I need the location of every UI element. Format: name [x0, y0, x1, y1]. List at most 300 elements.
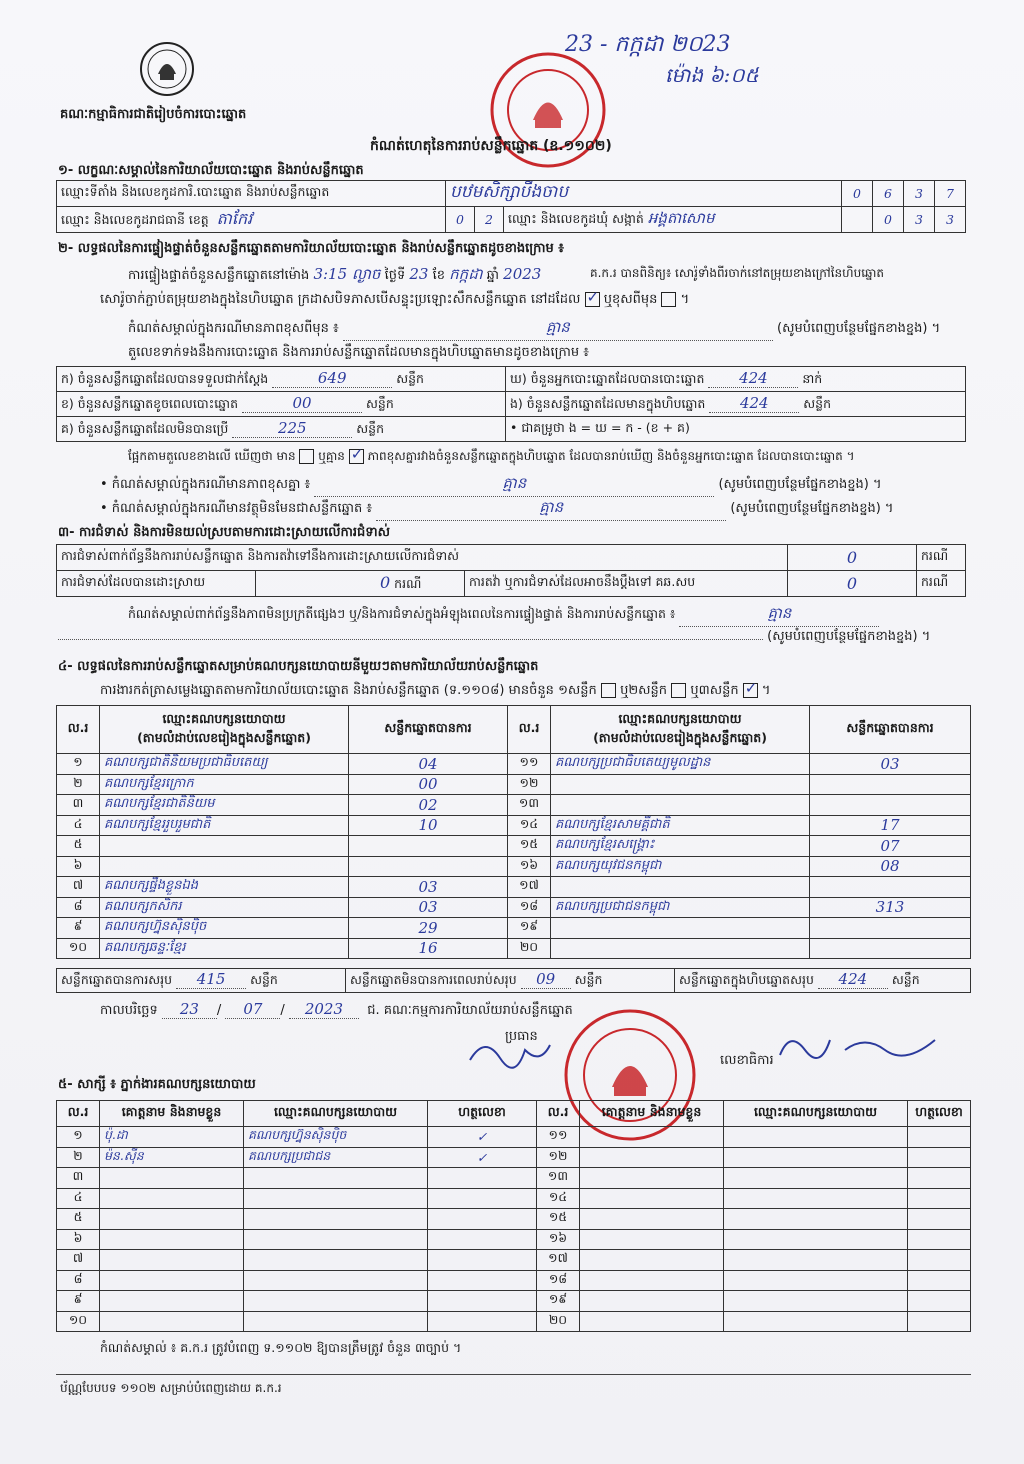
wit-no-left: ៥ [57, 1209, 100, 1230]
wit-sign-left [428, 1311, 537, 1332]
results-table [56, 705, 971, 959]
res-party-left: គណបក្សជាតិនិយមប្រជាធិបតេយ្យ [100, 754, 349, 775]
wit-name-right [580, 1147, 724, 1168]
wit-name-left: ប៉ុ.ដា [100, 1127, 244, 1148]
province-cell [57, 207, 446, 233]
res-party-left: គណបក្សខ្មែររួបរួមជាតិ [100, 815, 349, 836]
three-sheets-checkbox[interactable] [743, 683, 758, 698]
witness-table [56, 1100, 971, 1332]
compare-b: ឬគ្មាន [318, 449, 345, 463]
commune-code-1: 0 [873, 207, 904, 233]
res-party-right: គណបក្សខ្មែរសង្គ្រោះ [551, 836, 810, 857]
wit-sign-left [428, 1250, 537, 1271]
footnote: កំណត់សម្គាល់ ៖ គ.ក.រ ត្រូវបំពេញ ទ.១១០២ ឱ្យបានត្រឹមត្រូវ ចំនួន ៣ច្បាប់ ។ [100, 1340, 462, 1355]
wit-party-left [244, 1291, 428, 1312]
wit-col-sign-left: ហត្ថលេខា [428, 1101, 537, 1127]
verify-line1 [128, 265, 541, 287]
witness-row [57, 1168, 971, 1189]
location-label: ឈ្មោះទីតាំង និងលេខកូដការិ.បោះឆ្នោត និងរាប់សន្លឹកឆ្នោត [57, 181, 446, 207]
res-party-right [551, 877, 810, 898]
footer-text: ប័ណ្ណបែបបទ ១១០២ សម្រាប់បំពេញដោយ គ.ក.រ [60, 1381, 282, 1395]
wit-party-right [724, 1229, 908, 1250]
res-votes-right: 07 [810, 836, 971, 857]
verify-time: 3:15 ល្ងាច [313, 265, 381, 283]
wit-sign-right [908, 1127, 971, 1148]
total-box-value: 424 [818, 970, 888, 989]
province-code-1: 0 [446, 207, 475, 233]
count-a-unit: សន្លឹក [396, 370, 424, 386]
witness-row [57, 1250, 971, 1271]
section3-note [128, 604, 879, 627]
res-col-votes-left: សន្លឹកឆ្នោតបានការ [349, 706, 508, 754]
wit-col-no-left: ល.រ [57, 1101, 100, 1127]
wit-sign-right [908, 1188, 971, 1209]
note1-suffix: (សូមបំពេញបន្ថែមផ្នែកខាងខ្នង) ។ [777, 321, 941, 336]
wit-name-right [580, 1311, 724, 1332]
total-invalid-unit: សន្លឹក [574, 972, 603, 987]
wit-no-right: ២០ [537, 1311, 580, 1332]
count-e-value: 424 [709, 394, 799, 413]
secretary-label: លេខាធិការ [720, 1053, 774, 1068]
wit-sign-left: ✓ [428, 1147, 537, 1168]
wit-sign-left [428, 1168, 537, 1189]
objection-row1-value: 0 [788, 545, 917, 571]
emblem-logo [138, 40, 196, 98]
res-votes-left: 04 [349, 754, 508, 775]
res-party-right: គណបក្សប្រជាជនកម្ពុជា [551, 897, 810, 918]
res-no-left: ១ [57, 754, 100, 775]
results-row [57, 938, 971, 959]
count-formula: • ជាគម្រូថា ង = ឃ = ក - (ខ + គ) [506, 417, 966, 442]
wit-col-sign-right: ហត្ថលេខា [908, 1101, 971, 1127]
note2-row [100, 474, 882, 497]
chair-signature [465, 1030, 555, 1080]
handwritten-top-date: 23 - កក្កដា ២០23 [565, 32, 731, 57]
commune-code-pad [842, 207, 873, 233]
wit-party-left [244, 1311, 428, 1332]
section3-note-line [679, 604, 879, 627]
wit-no-right: ១៦ [537, 1229, 580, 1250]
note3-value: គ្មាន [539, 498, 564, 516]
section3-note-line2 [58, 628, 930, 647]
wit-no-right: ១១ [537, 1127, 580, 1148]
note2-value: គ្មាន [502, 474, 527, 492]
count-b-unit: សន្លឹក [365, 395, 394, 411]
count-b-value: 00 [242, 394, 362, 413]
counts-intro: តួលេខទាក់ទងនឹងការបោះឆ្នោត និងការរាប់សន្លឹកឆ្នោតដែលមានក្នុងហិបឆ្នោតមានដូចខាងក្រោម ៖ [128, 345, 589, 360]
wit-sign-right [908, 1209, 971, 1230]
verify-day-label: ថ្ងៃទី [384, 268, 406, 283]
objection-resolved-value: 0 [380, 572, 391, 592]
wit-sign-left [428, 1188, 537, 1209]
verify-month: កក្កដា [449, 265, 483, 283]
verify-text-b: គ.ក.រ បានពិនិត្យ៖ សោរ៉ូទាំងពីរចាក់នៅតម្រុយខាងក្រៅនៃហិបឆ្នោត [590, 266, 885, 280]
count-a-label: ក) ចំនួនសន្លឹកឆ្នោតដែលបានទទួលជាក់ស្តែង [61, 370, 269, 386]
wit-party-left [244, 1188, 428, 1209]
objection-appeal-unit: ករណី [917, 571, 966, 597]
location-code-4: 7 [935, 181, 966, 207]
count-d-unit: នាក់ [802, 370, 823, 386]
total-invalid-label: សន្លឹកឆ្នោតមិនបានការពេលរាប់សរុប [350, 972, 517, 987]
location-value [446, 181, 842, 207]
count-c [57, 417, 506, 442]
count-a [57, 367, 506, 392]
has-difference-checkbox[interactable] [299, 449, 314, 464]
res-votes-left: 00 [349, 774, 508, 795]
wit-name-left [100, 1291, 244, 1312]
wit-name-left [100, 1250, 244, 1271]
section3-table [56, 544, 966, 597]
province-code-2: 2 [475, 207, 504, 233]
count-c-label: គ) ចំនួនសន្លឹកឆ្នោតដែលមិនបានប្រើ [61, 420, 229, 436]
note3-label: • កំណត់សម្គាល់ក្នុងករណីមានវត្ថុមិនមែនជាសន្លឹកឆ្នោត ៖ [100, 501, 373, 516]
res-party-left: គណបក្សផ្ទឹងខ្លួនឯង [100, 877, 349, 898]
section3-note-value: គ្មាន [767, 604, 792, 622]
res-no-right: ១៣ [508, 795, 551, 816]
wit-name-right [580, 1270, 724, 1291]
results-row [57, 774, 971, 795]
objection-row1-label: ការជំទាស់ពាក់ព័ន្ធនឹងការរាប់សន្លឹកឆ្នោត និងការតវ៉ាទៅនឹងការដោះស្រាយលើការជំទាស់ [61, 548, 460, 563]
objection-resolved-label: ការជំទាស់ដែលបានដោះស្រាយ [57, 571, 256, 597]
wit-no-left: ៧ [57, 1250, 100, 1271]
res-party-left: គណបក្សឆន្ទៈខ្មែរ [100, 938, 349, 959]
res-votes-right [810, 938, 971, 959]
results-row [57, 877, 971, 898]
results-row [57, 897, 971, 918]
wit-no-right: ១៩ [537, 1291, 580, 1312]
wit-name-right [580, 1168, 724, 1189]
wit-name-left [100, 1188, 244, 1209]
wit-party-right [724, 1311, 908, 1332]
res-no-right: ១៧ [508, 877, 551, 898]
wit-no-right: ១៧ [537, 1250, 580, 1271]
res-no-right: ១៥ [508, 836, 551, 857]
wit-party-right [724, 1291, 908, 1312]
total-box-unit: សន្លឹក [891, 972, 920, 987]
wit-sign-right [908, 1147, 971, 1168]
wit-sign-right [908, 1168, 971, 1189]
witness-row [57, 1188, 971, 1209]
count-b [57, 392, 506, 417]
total-valid-cell [57, 969, 346, 993]
res-col-no-right: ល.រ [508, 706, 551, 754]
results-row [57, 815, 971, 836]
res-no-left: ៤ [57, 815, 100, 836]
note1-row [128, 318, 940, 341]
sheets-line-text: ការងារកត់ត្រាសម្លេងឆ្នោតតាមការិយាល័យបោះឆ្នោត និងរាប់សន្លឹកឆ្នោត (ទ.១១០៨) មានចំនួន ១សន្លឹក [100, 683, 597, 698]
wit-name-left [100, 1168, 244, 1189]
res-votes-left [349, 836, 508, 857]
res-votes-right: 313 [810, 897, 971, 918]
wit-party-right [724, 1188, 908, 1209]
wit-name-right [580, 1127, 724, 1148]
wit-name-left [100, 1311, 244, 1332]
res-no-right: ១២ [508, 774, 551, 795]
count-d-value: 424 [708, 369, 798, 388]
no-difference-checkbox[interactable] [349, 449, 364, 464]
res-votes-right [810, 877, 971, 898]
committee-label: ជ. គណៈកម្មការការិយាល័យរាប់សន្លឹកឆ្នោត [367, 1003, 573, 1018]
section3-note-suffix: (សូមបំពេញបន្ថែមផ្នែកខាងខ្នង) ។ [767, 629, 931, 644]
res-votes-left: 29 [349, 918, 508, 939]
res-party-right [551, 795, 810, 816]
res-no-left: ៣ [57, 795, 100, 816]
res-col-votes-right: សន្លឹកឆ្នោតបានការ [810, 706, 971, 754]
count-e-unit: សន្លឹក [803, 395, 832, 411]
res-party-left: គណបក្សកសិករ [100, 897, 349, 918]
three-sheets-label: ឬ៣សន្លឹក [690, 683, 739, 698]
wit-party-right [724, 1127, 908, 1148]
wit-sign-right [908, 1291, 971, 1312]
wit-sign-right [908, 1270, 971, 1291]
res-col-party-left [100, 706, 349, 754]
wit-no-left: ១០ [57, 1311, 100, 1332]
verify-year-label: ឆ្នាំ [486, 268, 500, 283]
wit-name-left: ម៉ន.ស៊ីន [100, 1147, 244, 1168]
chair-label: ប្រធាន [505, 1029, 538, 1044]
witness-row [57, 1127, 971, 1148]
res-no-right: ១១ [508, 754, 551, 775]
total-valid-unit: សន្លឹក [250, 972, 278, 987]
witness-row [57, 1147, 971, 1168]
res-votes-right: 03 [810, 754, 971, 775]
total-invalid-value: 09 [521, 970, 571, 989]
two-sheets-label: ឬ២សន្លឹក [620, 683, 668, 698]
objection-row1-unit: ករណី [917, 545, 966, 571]
total-box-cell [675, 969, 971, 993]
objection-row1 [57, 545, 788, 571]
res-no-right: ១៦ [508, 856, 551, 877]
wit-col-name-right: គោត្តនាម និងនាមខ្លួន [580, 1101, 724, 1127]
results-row [57, 754, 971, 775]
count-c-unit: សន្លឹក [356, 420, 385, 436]
location-name: បឋមសិក្សាបឹងចាប [450, 182, 569, 202]
wit-col-party-right: ឈ្មោះគណបក្សនយោបាយ [724, 1101, 908, 1127]
res-party-right [551, 918, 810, 939]
res-col-party-left-title: ឈ្មោះគណបក្សនយោបាយ [162, 710, 286, 726]
two-sheets-checkbox[interactable] [671, 683, 686, 698]
wit-sign-left [428, 1270, 537, 1291]
wit-no-left: ៤ [57, 1188, 100, 1209]
note2-label: • កំណត់សម្គាល់ក្នុងករណីមានភាពខុសគ្នា ៖ [100, 477, 311, 492]
handwritten-top-time: ម៉ោង ៦:០៥ [665, 63, 759, 87]
wit-no-left: ១ [57, 1127, 100, 1148]
verify-line2: សោរ៉ូចាក់ភ្ជាប់តម្រុយខាងក្នុងនៃហិបឆ្នោត ក្រដាសបិទភាសបើសន្ទុះប្រឡោះសឹកសន្លឹកឆ្នោត នៅដដែល ✓ ឬខុសពីមុន ។ [100, 291, 689, 310]
witness-row [57, 1270, 971, 1291]
res-votes-left: 03 [349, 897, 508, 918]
footer-divider [56, 1374, 971, 1375]
count-a-value: 649 [272, 369, 392, 388]
wit-name-left [100, 1209, 244, 1230]
res-no-left: ២ [57, 774, 100, 795]
secretary-signature [775, 1020, 945, 1070]
verify-line2-text: សោរ៉ូចាក់ភ្ជាប់តម្រុយខាងក្នុងនៃហិបឆ្នោត ក្រដាសបិទភាសបើសន្ទុះប្រឡោះសឹកសន្លឹកឆ្នោត នៅដដែល [100, 292, 581, 307]
note1-line [343, 318, 773, 341]
total-valid-label: សន្លឹកឆ្នោតបានការសរុប [61, 972, 173, 987]
date-month: 07 [225, 1000, 280, 1019]
section5-heading: ៥- សាក្សី ៖ ភ្នាក់ងារគណបក្សនយោបាយ [58, 1077, 256, 1092]
section2-heading: ២- លទ្ធផលនៃការផ្ទៀងផ្ទាត់ចំនួនសន្លឹកឆ្នោតតាមការិយាល័យបោះឆ្នោត និងរាប់សន្លឹកឆ្នោតដូចខាងក្រោម ៖ [58, 241, 564, 256]
wit-no-left: ២ [57, 1147, 100, 1168]
res-party-right [551, 938, 810, 959]
results-row [57, 918, 971, 939]
location-code-1: 0 [842, 181, 873, 207]
section3-heading: ៣- ការជំទាស់ និងការមិនយល់ស្របតាមការដោះស្រាយលើការជំទាស់ [58, 525, 390, 540]
verify-text-a: ការផ្ទៀងផ្ទាត់ចំនួនសន្លឹកឆ្នោតនៅម៉ោង [128, 268, 310, 283]
province-label: ឈ្មោះ និងលេខកូដរាជធានី ខេត្ត [61, 211, 209, 227]
res-no-right: ១៤ [508, 815, 551, 836]
res-col-party-right-sub: (តាមលំដាប់លេខរៀងក្នុងសន្លឹកឆ្នោត) [593, 729, 767, 745]
count-d-label: ឃ) ចំនួនអ្នកបោះឆ្នោតដែលបានបោះឆ្នោត [510, 370, 705, 386]
total-invalid-cell [346, 969, 675, 993]
wit-party-left [244, 1168, 428, 1189]
res-party-right [551, 774, 810, 795]
commune-code-2: 3 [904, 207, 935, 233]
wit-party-left [244, 1270, 428, 1291]
wit-sign-right [908, 1229, 971, 1250]
location-code-2: 6 [873, 181, 904, 207]
res-party-right: គណបក្សយុវជនកម្ពុជា [551, 856, 810, 877]
wit-no-right: ១៤ [537, 1188, 580, 1209]
wit-name-left [100, 1229, 244, 1250]
res-votes-left: 16 [349, 938, 508, 959]
res-no-left: ៦ [57, 856, 100, 877]
section4-heading: ៤- លទ្ធផលនៃការរាប់សន្លឹកឆ្នោតសម្រាប់គណបក្សនយោបាយនីមួយៗតាមការិយាល័យរាប់សន្លឹកឆ្នោត [58, 659, 539, 674]
res-votes-left [349, 856, 508, 877]
note2-suffix: (សូមបំពេញបន្ថែមផ្នែកខាងខ្នង) ។ [718, 477, 882, 492]
commune-code-3: 3 [935, 207, 966, 233]
section1-heading: ១- លក្ខណៈសម្គាល់នៃការិយាល័យបោះឆ្នោត និងរាប់សន្លឹកឆ្នោត [58, 163, 364, 178]
res-votes-left: 03 [349, 877, 508, 898]
date-label: កាលបរិច្ឆេទ [100, 1003, 158, 1018]
wit-sign-left [428, 1291, 537, 1312]
wit-no-right: ១៣ [537, 1168, 580, 1189]
res-party-left: គណបក្សខ្មែរក្រោក [100, 774, 349, 795]
wit-no-left: ៩ [57, 1291, 100, 1312]
verify-day: 23 [409, 265, 429, 283]
wit-no-left: ៦ [57, 1229, 100, 1250]
compare-row [128, 448, 855, 466]
note3-suffix: (សូមបំពេញបន្ថែមផ្នែកខាងខ្នង) ។ [730, 501, 894, 516]
wit-col-party-left: ឈ្មោះគណបក្សនយោបាយ [244, 1101, 428, 1127]
wit-party-left: គណបក្សប្រជាជន [244, 1147, 428, 1168]
wit-name-left [100, 1270, 244, 1291]
wit-party-right [724, 1270, 908, 1291]
wit-no-right: ១៥ [537, 1209, 580, 1230]
res-no-left: ៧ [57, 877, 100, 898]
res-votes-left: 02 [349, 795, 508, 816]
section3-note-label: កំណត់សម្គាល់ពាក់ព័ន្ធនឹងភាពមិនប្រក្រតីផ្សេងៗ ឬ/និងការជំទាស់ក្នុងអំឡុងពេលនៃការផ្ទៀងផ្ទាត់ និងការរាប់សន្លឹកឆ្នោត ៖ [128, 606, 676, 621]
results-row [57, 856, 971, 877]
same-checkbox[interactable] [585, 292, 600, 307]
objection-appeal-value: 0 [788, 571, 917, 597]
note3-line [376, 498, 726, 521]
wit-name-right [580, 1209, 724, 1230]
province-value: តាកែវ [216, 208, 253, 228]
wit-sign-left [428, 1209, 537, 1230]
location-code-3: 3 [904, 181, 935, 207]
wit-sign-right [908, 1250, 971, 1271]
objection-resolved-unit: ករណី [394, 575, 422, 591]
verify-same-label: ឬខុសពីមុន [603, 292, 658, 307]
wit-party-left [244, 1250, 428, 1271]
wit-col-no-right: ល.រ [537, 1101, 580, 1127]
res-party-right: គណបក្សខ្មែរសាមគ្គីជាតិ [551, 815, 810, 836]
wit-sign-left [428, 1229, 537, 1250]
wit-no-right: ១២ [537, 1147, 580, 1168]
wit-party-left: គណបក្សហ្វ៊ុនស៊ិនប៉ិច [244, 1127, 428, 1148]
res-party-left [100, 836, 349, 857]
count-d [506, 367, 966, 392]
commune-cell [504, 207, 842, 233]
date-day: 23 [162, 1000, 217, 1019]
res-votes-right [810, 918, 971, 939]
count-e [506, 392, 966, 417]
res-votes-right: 08 [810, 856, 971, 877]
wit-party-right [724, 1147, 908, 1168]
res-no-left: ៨ [57, 897, 100, 918]
res-col-party-right-title: ឈ្មោះគណបក្សនយោបាយ [618, 710, 742, 726]
res-no-left: ១០ [57, 938, 100, 959]
results-row [57, 795, 971, 816]
note1-value: គ្មាន [545, 318, 570, 336]
totals-table [56, 968, 971, 993]
witness-row [57, 1291, 971, 1312]
res-votes-right [810, 795, 971, 816]
count-c-value: 225 [232, 419, 352, 438]
witness-row [57, 1209, 971, 1230]
res-col-party-left-sub: (តាមលំដាប់លេខរៀងក្នុងសន្លឹកឆ្នោត) [137, 729, 311, 745]
res-no-right: ១៨ [508, 897, 551, 918]
verify-month-label: ខែ [432, 268, 446, 283]
compare-c: ភាពខុសគ្នារវាងចំនួនសន្លឹកឆ្នោតក្នុងហិបឆ្នោត ដែលបានរាប់ឃើញ និងចំនួនអ្នកបោះឆ្នោត ដែលបានបោះឆ្នោត ។ [367, 449, 855, 463]
res-votes-right: 17 [810, 815, 971, 836]
objection-appeal-label: ការតវ៉ា ឬការជំទាស់ដែលអាចនឹងប្តឹងទៅ គឆ.សប [465, 571, 788, 597]
wit-party-right [724, 1209, 908, 1230]
objection-resolved-cell [256, 571, 465, 597]
date-row: កាលបរិច្ឆេទ 23 / 07 / 2023 ជ. គណៈកម្មការការិយាល័យរាប់សន្លឹកឆ្នោត [100, 1000, 573, 1018]
wit-col-name-left: គោត្តនាម និងនាមខ្លួន [100, 1101, 244, 1127]
count-e-label: ង) ចំនួនសន្លឹកឆ្នោតដែលមានក្នុងហិបឆ្នោត [510, 395, 706, 411]
total-box-label: សន្លឹកឆ្នោតក្នុងហិបឆ្នោតសរុប [679, 972, 814, 987]
org-name: គណៈកម្មាធិការជាតិរៀបចំការបោះឆ្នោត [60, 107, 247, 122]
wit-party-right [724, 1250, 908, 1271]
wit-party-left [244, 1229, 428, 1250]
res-no-left: ៥ [57, 836, 100, 857]
wit-name-right [580, 1229, 724, 1250]
note2-line [314, 474, 714, 497]
wit-sign-right [908, 1311, 971, 1332]
wit-no-right: ១៨ [537, 1270, 580, 1291]
note3-row [100, 498, 893, 521]
sheets-line: ការងារកត់ត្រាសម្លេងឆ្នោតតាមការិយាល័យបោះឆ្នោត និងរាប់សន្លឹកឆ្នោត (ទ.១១០៨) មានចំនួន ១សន្លឹក ឬ២សន្លឹក ឬ៣សន្លឹក ✓ ។ [100, 682, 770, 701]
note1-label: កំណត់សម្គាល់ក្នុងករណីមានភាពខុសពីមុន ៖ [128, 321, 339, 336]
res-col-no-left: ល.រ [57, 706, 100, 754]
changed-checkbox[interactable] [661, 292, 676, 307]
results-row [57, 836, 971, 857]
verify-year: 2023 [503, 265, 542, 283]
wit-sign-left: ✓ [428, 1127, 537, 1148]
wit-name-right [580, 1188, 724, 1209]
res-party-left [100, 856, 349, 877]
one-sheet-checkbox[interactable] [601, 683, 616, 698]
commune-label: ឈ្មោះ និងលេខកូដឃុំ សង្កាត់ [508, 210, 644, 226]
wit-name-right [580, 1250, 724, 1271]
res-no-right: ១៩ [508, 918, 551, 939]
wit-no-left: ៨ [57, 1270, 100, 1291]
res-votes-left: 10 [349, 815, 508, 836]
res-col-party-right [551, 706, 810, 754]
